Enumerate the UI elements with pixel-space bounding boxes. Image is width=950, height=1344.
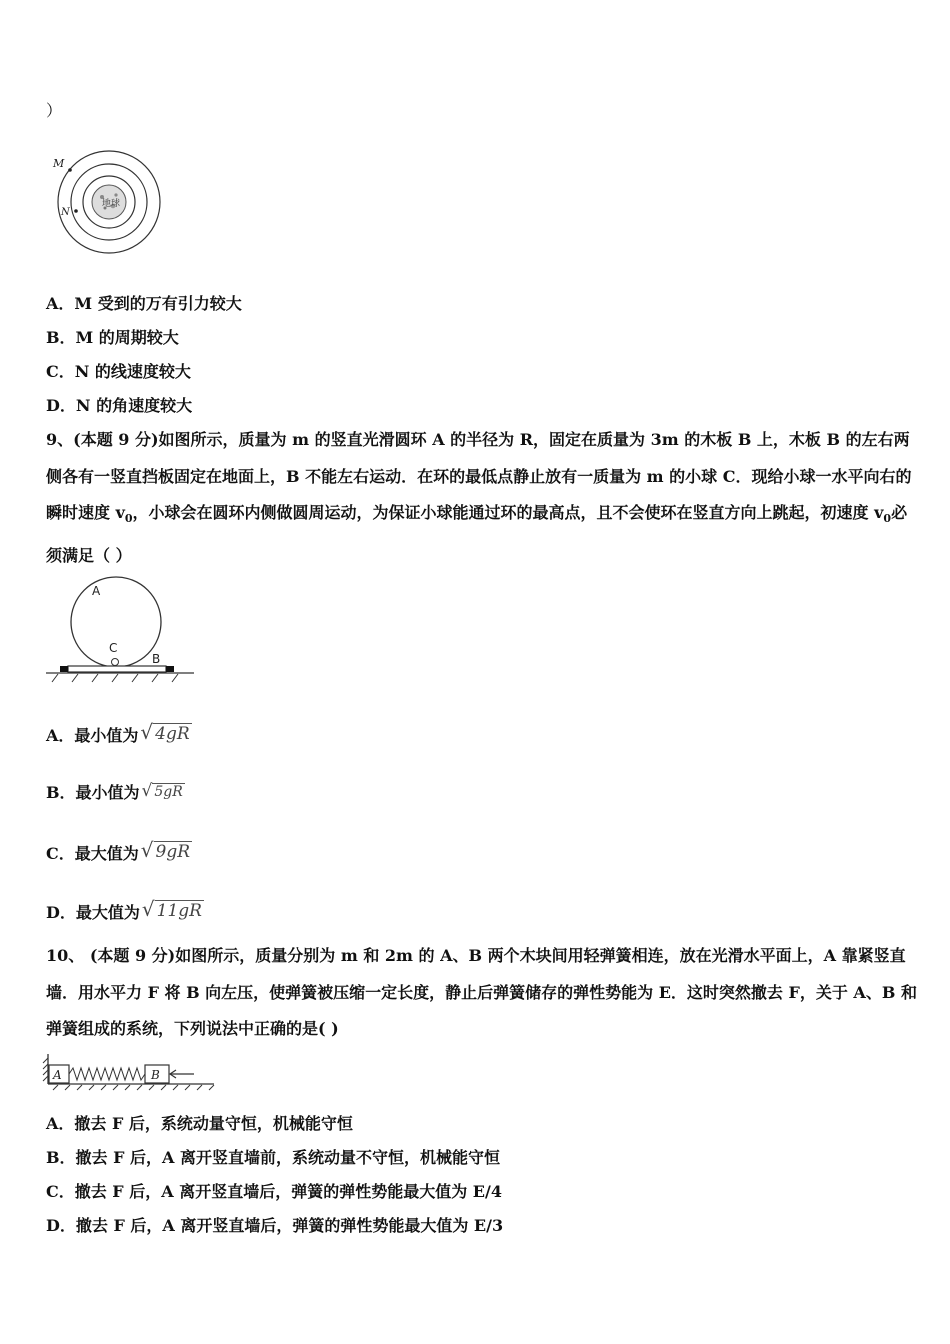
ring-board-figure: [44, 574, 196, 686]
label-n: N: [61, 207, 70, 218]
satellite-m: [68, 168, 72, 172]
continuation-paren: ）: [46, 101, 63, 120]
q9-stem: 9、(本题 9 分)如图所示，质量为 m 的竖直光滑圆环 A 的半径为 R，固定在质量为 3m 的木板 B 上，木板 B 的左右两侧各有一竖直挡板固定在地面上，B 不能左右运动．在环的最低点静止放有一质量为 m 的小球 C．现给小球一水平向右的瞬时速度 $v_0$，小球会在圆环内侧做圆周运动，为保证小球能通过环的最高点，且不会使环在竖直方向上跳起，初速度 $v_0$必须满足（ ）: [46, 430, 912, 565]
sqrt-expr: √ 11gR: [141, 897, 202, 921]
sqrt-expr: √ 5gR: [141, 781, 183, 801]
earth-label: 地球: [102, 199, 121, 209]
q10-option-b[interactable]: B．撤去 F 后，A 离开竖直墙前，系统动量不守恒，机械能守恒: [46, 1148, 501, 1167]
q10-option-c[interactable]: C．撤去 F 后，A 离开竖直墙后，弹簧的弹性势能最大值为 E/4: [46, 1182, 502, 1201]
stop-right: [166, 666, 174, 672]
spring: [69, 1068, 145, 1080]
board-b: [68, 666, 166, 672]
q9-option-a[interactable]: A．最小值为 √ 4gR: [46, 720, 190, 745]
q9-option-b[interactable]: B．最小值为 √ 5gR: [46, 781, 183, 802]
orbit-figure: [50, 148, 165, 258]
label-m: M: [53, 157, 65, 170]
q8-option-a[interactable]: A．M 受到的万有引力较大: [46, 294, 242, 313]
q8-option-d[interactable]: D．N 的角速度较大: [46, 396, 193, 415]
q9-option-d[interactable]: D．最大值为 √ 11gR: [46, 897, 202, 922]
label-a: A: [53, 1068, 62, 1082]
q8-option-c[interactable]: C．N 的线速度较大: [46, 362, 191, 381]
spring-blocks-figure: [42, 1050, 218, 1092]
sqrt-expr: √ 4gR: [140, 720, 190, 744]
q9-option-c[interactable]: C．最大值为 √ 9gR: [46, 838, 190, 863]
stop-left: [60, 666, 68, 672]
satellite-n: [74, 209, 78, 213]
label-b: B: [151, 1068, 160, 1082]
ball-c: [112, 659, 119, 666]
label-b: B: [152, 652, 161, 666]
sqrt-expr: √ 9gR: [140, 838, 190, 862]
q10-stem: 10、 (本题 9 分)如图所示，质量分别为 m 和 2m 的 A、B 两个木块间用轻弹簧相连，放在光滑水平面上，A 靠紧竖直墙．用水平力 F 将 B 向左压，使弹簧被压缩一定长度，静止后弹簧储存的弹性势能为 E．这时突然撤去 F，关于 A、B 和弹簧组成的系统，下列说法中正确的是( ): [46, 946, 917, 1038]
label-a: A: [92, 584, 101, 598]
q8-option-b[interactable]: B．M 的周期较大: [46, 328, 179, 347]
label-c: C: [109, 641, 118, 655]
q10-option-a[interactable]: A．撤去 F 后，系统动量守恒，机械能守恒: [46, 1114, 353, 1133]
q10-option-d[interactable]: D．撤去 F 后，A 离开竖直墙后，弹簧的弹性势能最大值为 E/3: [46, 1216, 504, 1235]
